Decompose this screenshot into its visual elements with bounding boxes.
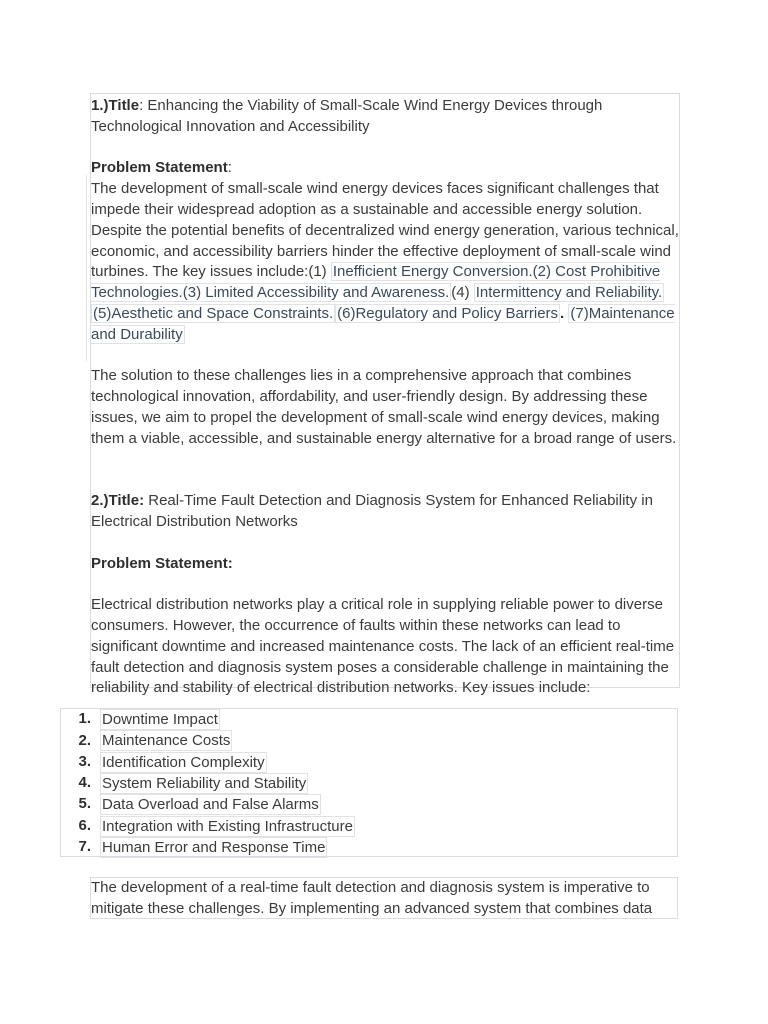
section-1-title: 1.)Title: Enhancing the Viability of Small-Scale Wind Energy Devices through Technological Innovation and Accessibility [91, 97, 603, 135]
list-item-number: 4. [78, 774, 91, 792]
issue-highlight: (5)Aesthetic and Space Constraints. [93, 304, 334, 322]
section-2-title: 2.)Title: Real-Time Fault Detection and Diagnosis System for Enhanced Reliability in Electrical Distribution Networks [91, 492, 653, 530]
section-1-problem-heading: Problem Statement: [91, 159, 232, 177]
issue-highlight: Intermittency and Reliability. [475, 284, 663, 302]
list-item-number: 2. [78, 731, 91, 749]
section-1-problem-body: The development of small-scale wind energy devices faces significant challenges that impede their widespread adoption as a sustainable and accessible energy solution. Despite the potential benefits of decentralized wind energy generation, various technical, economic, and accessibility barriers hinder the effective deployment of small-scale wind turbines. The key issues include:(1) Inefficient Energy Conversion.(2) Cost Prohibitive Technologies.(3) Limited Accessibility and Awareness. (4) Intermittency and Reliability.(5)Aesthetic and Space Constraints. (6)Regulatory and Policy Barriers . (7)Maintenance and Durability [91, 180, 679, 343]
list-item [61, 794, 677, 815]
margin-rule [86, 175, 87, 361]
list-item-text: Data Overload and False Alarms [102, 796, 319, 814]
list-item-number: 3. [78, 752, 91, 770]
list-item-number: 6. [78, 816, 91, 834]
list-item [61, 815, 677, 836]
issue-highlight: Inefficient Energy Conversion.(2) Cost Prohibitive Technologies.(3) Limited Accessibility and Awareness. [91, 263, 661, 302]
list-item-text: Human Error and Response Time [102, 838, 326, 856]
list-item-number: 5. [78, 795, 91, 813]
list-item-number: 1. [78, 710, 91, 728]
issue-highlight: (7)Maintenance and Durability [91, 304, 675, 343]
list-item-text: Maintenance Costs [102, 732, 231, 750]
list-item [61, 709, 677, 730]
section-2-problem-heading: Problem Statement: [91, 554, 233, 572]
list-item-text: Identification Complexity [102, 753, 265, 771]
list-item-number: 7. [78, 838, 91, 856]
list-item [61, 837, 677, 858]
list-item-text: Downtime Impact [102, 711, 218, 729]
list-item-text: System Reliability and Stability [102, 775, 307, 793]
key-issues-list [60, 708, 678, 857]
list-item [61, 752, 677, 773]
section-1-solution: The solution to these challenges lies in a comprehensive approach that combines technological innovation, affordability, and user-friendly design. By addressing these issues, we aim to propel the development of small-scale wind energy devices, making them a viable, accessible, and sustainable energy alternative for a broad range of users. [91, 367, 677, 447]
issue-highlight: (6)Regulatory and Policy Barriers [337, 304, 559, 322]
section-2-problem-body: Electrical distribution networks play a critical role in supplying reliable power to diverse consumers. However, the occurrence of faults within these networks can lead to significant downtime and increased maintenance costs. The lack of an efficient real-time fault detection and diagnosis system poses a considerable challenge in maintaining the reliability and stability of electrical distribution networks. Key issues include: [91, 596, 675, 697]
list-item-text: Integration with Existing Infrastructure [102, 817, 353, 835]
section-1-block [90, 93, 680, 697]
list-item [61, 730, 677, 751]
list-item [61, 773, 677, 794]
section-2-tail-paragraph: The development of a real-time fault detection and diagnosis system is imperative to mitigate these challenges. By implementing an advanced system that combines data [90, 877, 678, 919]
